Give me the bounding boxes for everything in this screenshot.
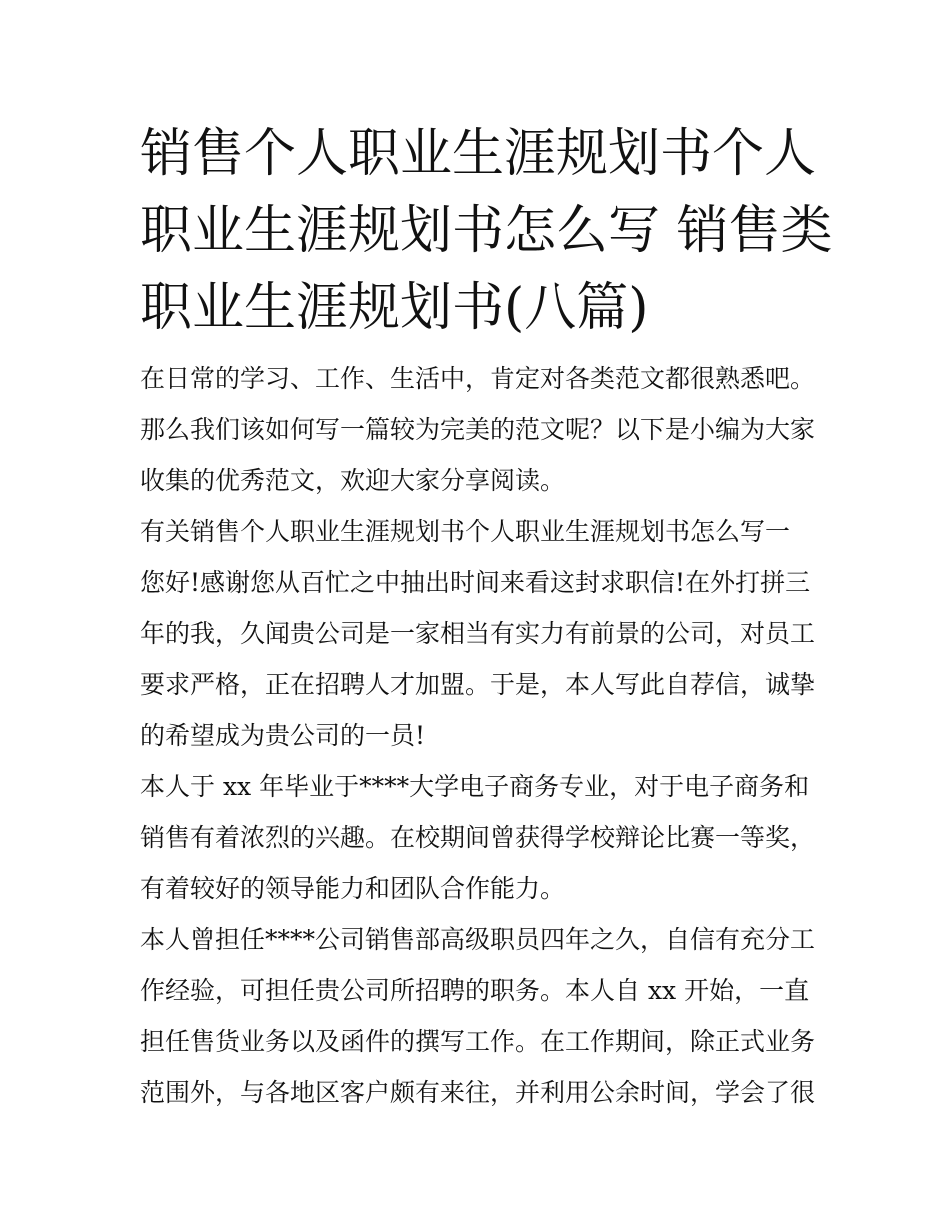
body-line: 本人于 xx 年毕业于****大学电子商务专业，对于电子商务和 <box>140 772 810 801</box>
body-line: 范围外，与各地区客户颇有来往，并利用公余时间，学会了很 <box>140 1078 816 1107</box>
body-line: 的希望成为贵公司的一员! <box>140 721 426 750</box>
body-line: 那么我们该如何写一篇较为完美的范文呢？以下是小编为大家 <box>140 415 816 444</box>
body-line: 销售有着浓烈的兴趣。在校期间曾获得学校辩论比赛一等奖， <box>140 823 816 852</box>
body-line: 作经验，可担任贵公司所招聘的职务。本人自 xx 开始，一直 <box>140 976 810 1005</box>
body-line: 要求严格，正在招聘人才加盟。于是，本人写此自荐信，诚挚 <box>140 670 816 699</box>
title-line: 销售个人职业生涯规划书个人 <box>140 124 817 184</box>
body-line: 收集的优秀范文，欢迎大家分享阅读。 <box>140 466 566 495</box>
body-line: 您好!感谢您从百忙之中抽出时间来看这封求职信!在外打拼三 <box>140 568 811 597</box>
body-line: 在日常的学习、工作、生活中，肯定对各类范文都很熟悉吧。 <box>140 364 816 393</box>
title-line: 职业生涯规划书(八篇) <box>140 278 649 338</box>
body-line: 本人曾担任****公司销售部高级职员四年之久，自信有充分工 <box>140 925 816 954</box>
document-title <box>140 116 833 347</box>
body-line: 年的我，久闻贵公司是一家相当有实力有前景的公司，对员工 <box>140 619 816 648</box>
body-line: 有着较好的领导能力和团队合作能力。 <box>140 874 566 903</box>
body-line: 有关销售个人职业生涯规划书个人职业生涯规划书怎么写一 <box>140 517 791 546</box>
body-line: 担任售货业务以及函件的撰写工作。在工作期间，除正式业务 <box>140 1027 816 1056</box>
document-body <box>140 353 830 1118</box>
title-line: 职业生涯规划书怎么写 销售类 <box>140 201 833 261</box>
